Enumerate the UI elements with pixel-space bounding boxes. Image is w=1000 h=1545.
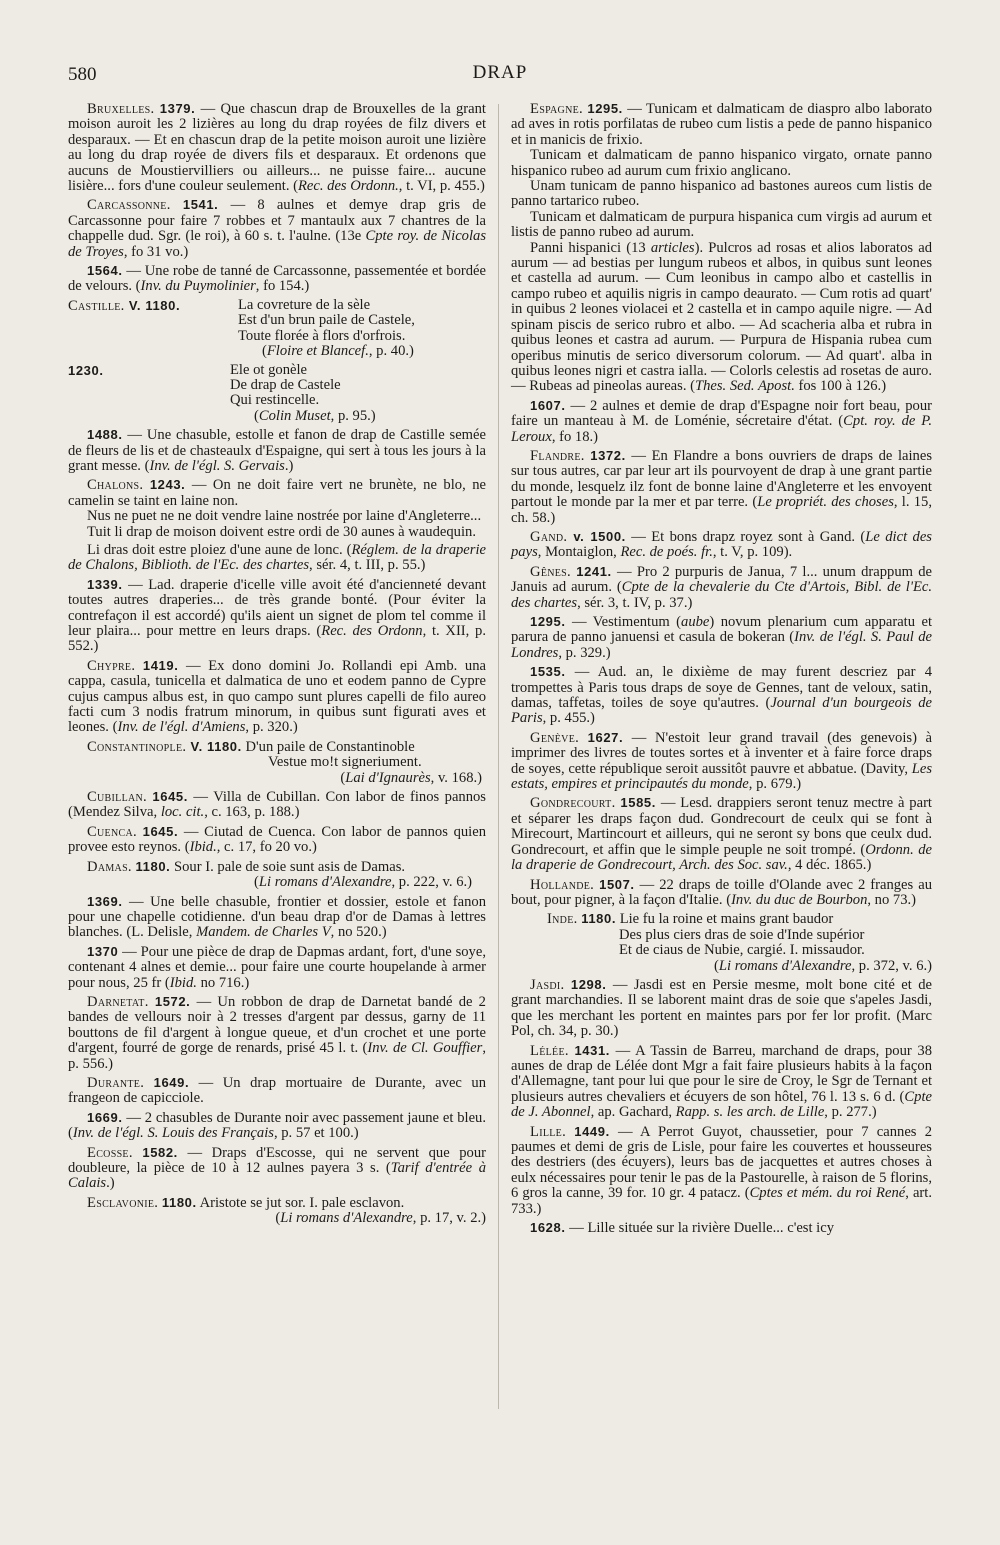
citation-ref: , p. 40.) xyxy=(368,343,414,360)
place-heading: Espagne. xyxy=(530,101,583,117)
verse-line: La covreture de la sèle xyxy=(238,296,371,313)
verse-line: Toute florée à flors d'orfrois. xyxy=(238,327,406,344)
entry-text-italic: aube xyxy=(681,614,710,630)
entry-year: 1180. xyxy=(135,858,171,874)
place-heading: Damas. xyxy=(87,858,132,875)
citation-ref: , c. 17, fo 20 vo.) xyxy=(216,839,317,856)
entry-year: 1669. xyxy=(87,1109,123,1125)
place-heading: Ecosse. xyxy=(87,1144,133,1161)
source-citation: loc. cit. xyxy=(160,804,205,821)
citation-ref: , no 73.) xyxy=(867,891,917,908)
entry-text-italic: articles xyxy=(650,239,695,256)
place-heading: Inde. xyxy=(547,911,578,928)
source-citation: Thes. Sed. Apost. xyxy=(694,378,795,395)
chalons-para-3: Tuit li drap de moison doivent estre ordi de 30 aunes à waudequin. xyxy=(87,523,476,540)
entry-chalons xyxy=(68,477,486,509)
running-head: DRAP xyxy=(472,62,528,83)
citation-ref: , sér. 4, t. III, p. 55.) xyxy=(309,557,426,574)
verse-line: Aristote se jut sor. I. pale esclavon. xyxy=(196,1194,405,1211)
entry-ecosse xyxy=(68,1145,486,1192)
entry-damas xyxy=(68,859,486,875)
entry-year: 1645. xyxy=(152,789,188,805)
verse-line: Sour I. pale de soie sunt asis de Damas. xyxy=(170,858,406,875)
verse-line: De drap de Castele xyxy=(230,376,341,393)
verse-lead xyxy=(68,363,230,425)
citation-ref: , t. V, p. 109). xyxy=(712,544,793,561)
citation-ref: , p. 556.) xyxy=(68,1040,486,1072)
entry-year: 1295. xyxy=(530,614,566,629)
citation-ref: , p. 455.) xyxy=(542,710,595,727)
citation-ref: , v. 168.) xyxy=(430,769,482,786)
entry-text: — 2 aulnes et demie de drap d'Espagne noir fort beau, pour faire un manteau à M. de Loménie, sécretaire d'état. ( xyxy=(511,397,932,430)
source-citation: Mandem. de Charles V xyxy=(196,924,331,941)
citation-ref: , 4 déc. 1865.) xyxy=(787,857,872,874)
entry-text: — 22 draps de toille d'Olande avec 2 franges au bout, pour pigner, à la façon d'Italie. ( xyxy=(511,876,932,908)
entry-1628 xyxy=(511,1220,932,1236)
citation-ref: , p. 679.) xyxy=(748,776,802,793)
citation-ref: , p. 320.) xyxy=(245,719,298,736)
entry-espagne xyxy=(511,101,932,148)
entry-text: — Que chascun drap de Brouxelles de la grant moison auroit les 2 lizières au long du drap royées de filz divers et desparaux. — Et en chascun drap de la petite moison auroit une lizière au long du drap royée de divers fils et desparaux. Et ordenons que aucuns de Moustiervilliers ou ailleurs... ne puisse faire... aucune lisière... fors d'une couleur seulement. ( xyxy=(68,101,486,195)
entry-year: 1241. xyxy=(576,563,612,579)
entry-text: ) novum plenarium cum apparatu et parura de panno januensi et casula de bokeran ( xyxy=(511,614,932,646)
entry-inde xyxy=(511,911,932,974)
citation-ref: , p. 57 et 100.) xyxy=(273,1125,359,1142)
source-citation: Ibid. xyxy=(169,974,197,991)
place-heading: Chypre. xyxy=(87,657,136,674)
verse-line: Vestue mo!t signeriument. xyxy=(268,754,422,771)
place-heading: Gênes. xyxy=(530,563,571,580)
entry-lille xyxy=(511,1124,932,1217)
place-heading: Gondrecourt. xyxy=(530,795,616,812)
entry-year: 1628. xyxy=(530,1220,566,1236)
entry-1370 xyxy=(68,944,486,991)
entry-1607 xyxy=(511,398,932,445)
entry-year: 1541. xyxy=(182,197,219,213)
verse-reference: (Li romans d'Alexandre, p. 222, v. 6.) xyxy=(254,874,472,891)
source-citation: Rapp. s. les arch. de Lille xyxy=(675,1104,825,1121)
entry-year: 1295. xyxy=(587,101,623,116)
entry-text: — Jasdi est en Persie mesme, molt bone cité et de grant marchandies. Il se laborent maint dras de soie que s'apeles Jasdi, que les merchant les portent en maintes pars por fer lor profit. (Marc Pol, ch. 34, p. 30.) xyxy=(511,976,932,1040)
source-citation: Inv. de l'égl. S. Louis des Français xyxy=(72,1125,274,1142)
entry-year: 1369. xyxy=(87,893,123,909)
entry-darnetat xyxy=(68,994,486,1072)
entry-1535 xyxy=(511,664,932,727)
entry-text: — Villa de Cubillan. Con labor de finos pannos (Mendez Silva, xyxy=(68,789,486,821)
source-citation: Inv. du duc de Bourbon xyxy=(731,891,868,908)
entry-genes xyxy=(511,564,932,611)
source-citation: Cptes et mém. du roi René xyxy=(749,1185,906,1202)
place-heading: Constantinople. xyxy=(87,738,187,755)
citation-ref: .) xyxy=(106,1175,115,1192)
entry-1669 xyxy=(68,1110,486,1142)
entry-year: 1419. xyxy=(142,657,179,673)
espagne-para-4: Tunicam et dalmaticam de purpura hispanica cum virgis ad aurum et listis de panno rubeo ad aurum. xyxy=(511,208,932,241)
entry-flandre xyxy=(511,448,932,526)
place-heading: Durante. xyxy=(87,1074,145,1091)
entry-year: 1645. xyxy=(142,823,179,839)
entry-text: — A Tassin de Barreu, marchand de draps, pour 38 aunes de drap de Lélée dont Mgr a fait faire plusieurs habits à la façon d'Allemagne, tant pour lui que pour le sire de Croy, le Sgr de Ternant et plusieurs autres chevaliers et écuyers de son hôtel, 76 l. 13 s. 6 d. ( xyxy=(511,1042,932,1105)
entry-text: — Lad. draperie d'icelle ville avoit été d'ancienneté devant toutes autres draperies... de très grande bonté. (Pour éviter la contrefaçon il est accordé) qu'ils aient un signet de plom tel comme il leur plaira... pour mettre en leurs draps. ( xyxy=(68,576,486,639)
entry-year: 1298. xyxy=(570,976,607,992)
entry-1564 xyxy=(68,263,486,295)
entry-year: 1582. xyxy=(142,1144,178,1160)
verse-line: Ele ot gonèle xyxy=(230,361,307,378)
citation-ref: , p. 329.) xyxy=(558,644,611,661)
source-citation: Inv. de l'égl. S. Gervais xyxy=(149,457,285,474)
entry-year: 1339. xyxy=(87,576,123,592)
entry-lelee xyxy=(511,1043,932,1121)
entry-text: — Pro 2 purpuris de Janua, 7 l... unum drappum de Januis ad aurum. ( xyxy=(511,563,932,596)
entry-year: 1627. xyxy=(587,729,624,745)
entry-year: V. 1180. xyxy=(124,297,181,313)
source-citation: Cpte de la chevalerie du Cte d'Artois, Bibl. de l'Ec. des chartes xyxy=(511,579,932,611)
source-citation: Inv. de l'égl. d'Amiens xyxy=(117,719,246,736)
source-citation: Ibid. xyxy=(189,839,217,856)
entry-1295 xyxy=(511,614,932,661)
entry-text: — Ex dono domini Jo. Rollandi epi Amb. una cappa, casula, tunicella et dalmatica de uno et eodem panno de Cypre cujus campus albus est, in quo campo sunt plures capelli de filo aureo facti cum 3 nodis fratrum minorum, in quibus sunt figurati aves et leones. ( xyxy=(68,657,486,736)
entry-gondrecourt xyxy=(511,795,932,873)
espagne-para-2: Tunicam et dalmaticam de panno hispanico virgato, ornate panno hispanico rubeo ad aurum cum frixio anglicano. xyxy=(511,147,932,179)
entry-year: 1535. xyxy=(530,664,566,680)
verse-reference: (Floire et Blancef., p. 40.) xyxy=(262,343,414,360)
entry-durante xyxy=(68,1075,486,1107)
page-number: 580 xyxy=(68,64,97,85)
verse-lines xyxy=(238,298,486,360)
citation-ref: , no 520.) xyxy=(330,924,387,941)
citation-ref: fos 100 à 126.) xyxy=(794,378,887,395)
source-citation: Les estats, empires et principautés du monde xyxy=(511,760,932,793)
source-citation: Rec. des Ordonn xyxy=(321,623,423,639)
source-citation: Li romans d'Alexandre xyxy=(718,957,852,974)
entry-text: Li dras doit estre ploiez d'une aune de lonc. ( xyxy=(87,541,352,558)
entry-text: — Tunicam et dalmaticam de diaspro albo laborato ad aves in rotis porfilatas de rubeo cum listis a pede de panno hispanico et in manicis de frixio. xyxy=(511,101,933,148)
citation-ref: , l. 15, ch. 58.) xyxy=(511,494,933,526)
place-heading: Lille. xyxy=(530,1123,567,1140)
entry-year: 1488. xyxy=(87,427,123,443)
entry-year: 1564. xyxy=(87,263,123,279)
verse-lead xyxy=(68,298,238,360)
entry-cubillan xyxy=(68,789,486,821)
source-citation: Floire et Blancef. xyxy=(266,343,369,360)
citation-ref: , p. 222, v. 6.) xyxy=(391,874,472,891)
chalons-para-2: Nus ne puet ne ne doit vendre laine nostrée por laine d'Angleterre... xyxy=(87,508,482,525)
citation-ref: .) xyxy=(284,457,294,474)
citation-ref: , sér. 3, t. IV, p. 37.) xyxy=(577,594,693,611)
source-citation: Colin Muset xyxy=(258,407,331,424)
entry-text: — Pour une pièce de drap de Dapmas ardant, fort, d'une soye, contenant 4 alnes et demie... pour faire une courte houpelande à armer pour nous, 25 fr ( xyxy=(68,943,486,991)
source-citation: Le dict des pays xyxy=(511,528,932,561)
source-citation: Rec. des Ordonn. xyxy=(297,178,399,195)
entry-year: v. 1500. xyxy=(567,528,626,544)
entry-year: 1507. xyxy=(599,876,635,892)
citation-ref: no 716.) xyxy=(196,974,250,991)
entry-hollande xyxy=(511,877,932,909)
entry-year: 1180. xyxy=(581,911,617,927)
entry-text: Panni hispanici (13 xyxy=(530,239,651,256)
entry-text: — 2 chasubles de Durante noir avec passement jaune et bleu. ( xyxy=(68,1109,486,1142)
place-heading: Flandre. xyxy=(530,447,585,464)
entry-geneve xyxy=(511,730,932,793)
citation-ref: , art. 733.) xyxy=(511,1185,932,1217)
verse-reference: (Li romans d'Alexandre, p. 372, v. 6.) xyxy=(714,957,932,974)
source-citation: Inv. de l'égl. S. Paul de Londres xyxy=(511,629,932,661)
entry-text: — N'estoit leur grand travail (des genevois) à imprimer des livres de toutes sortes et à inventer et à faire force draps de soyes, cette république seroit aussitôt pauvre et abbatue. (Davity, xyxy=(511,729,932,777)
citation-ref: , c. 163, p. 188.) xyxy=(204,804,300,821)
entry-castille xyxy=(68,298,486,360)
entry-jasdi xyxy=(511,977,932,1040)
citation-ref: , p. 277.) xyxy=(824,1104,877,1121)
source-citation: Li romans d'Alexandre xyxy=(258,874,392,891)
place-heading: Castille. xyxy=(68,297,125,314)
entry-text: — En Flandre a bons ouvriers de draps de laines sur tous autres, car par leur art ils pourvoyent de drap à une grant partie du monde, lesquelz ilz font de bonne laine d'Angleterre et les envoyent partout le monde par la mer et par terre. ( xyxy=(511,447,932,511)
citation-ref: , fo 31 vo.) xyxy=(123,243,189,260)
place-heading: Jasdi. xyxy=(530,976,565,993)
place-heading: Chalons. xyxy=(87,477,144,494)
entry-text: — Ciutad de Cuenca. Con labor de pannos quien provee esto reynos. ( xyxy=(68,823,486,856)
place-heading: Carcassonne. xyxy=(87,197,171,214)
place-heading: Cuenca. xyxy=(87,823,137,840)
entry-text: ). Pulcros ad rosas et alios laboratos ad aurum — ad bestias per lungum rubeos et albos, in quibus sunt leones et castella ad aurum. — Cum leonibus in campo albo et castellis in campo rubeo et aquilis nigris in campo deaurato. — Cum rotis ad quart' in quibus 2 leones violacei et 2 castella et in campo aquile nigre. — Ad spinam piscis de serico rubro et albo. — Ad scacheria alba et rubra in quibus leones et castra ad aurum. — Purpura de Hispania rubea cum operibus minutis de serico diversorum colorum. — Ad quart'. alba in quibus leones nigri et castra ialla. — Colorls celestis ad rosetas de auro. — Rubeas ad pineolas aureas. ( xyxy=(511,239,932,395)
citation-ref: , p. 95.) xyxy=(330,407,376,424)
entry-cuenca xyxy=(68,824,486,856)
place-heading: Lélée. xyxy=(530,1042,569,1059)
entry-1339 xyxy=(68,577,486,655)
entry-year: 1431. xyxy=(574,1042,611,1058)
entry-year: V. 1180. xyxy=(186,738,242,754)
entry-year: 1180. xyxy=(161,1194,197,1210)
citation-ref: , t. VI, p. 455.) xyxy=(398,178,485,195)
entry-text: — Aud. an, le dixième de may furent descriez par 4 trompettes à Paris tous draps de soye de Gennes, tant de veloux, satin, damas, taffetas, toiles de soye qu'autres. ( xyxy=(511,664,932,712)
entry-text: — Et bons drapz royez sont à Gand. ( xyxy=(625,528,866,545)
entry-text: — Lille située sur la rivière Duelle... c'est icy xyxy=(565,1220,835,1237)
verse-reference: (Li romans d'Alexandre, p. 17, v. 2.) xyxy=(275,1210,486,1227)
citation-ref: , p. 372, v. 6.) xyxy=(851,957,932,974)
entry-text: — Vestimentum ( xyxy=(565,614,682,630)
citation-ref: , fo 154.) xyxy=(255,278,310,295)
entry-year: 1372. xyxy=(590,447,626,463)
entry-year: 1649. xyxy=(153,1074,190,1090)
source-citation: Réglem. de la draperie de Chalons, Biblioth. de l'Ec. des chartes xyxy=(68,541,486,574)
entry-text: , Montaiglon, xyxy=(537,544,621,561)
entry-year: 1449. xyxy=(574,1123,610,1139)
entry-text: — Une belle chasuble, frontier et dossier, estole et fanon pour une chapelle cotidienne. d'un beau drap d'or de Damas à lettres blanches. (L. Delisle, xyxy=(68,893,486,941)
entry-gand xyxy=(511,529,932,561)
chalons-para-4 xyxy=(68,543,486,574)
entry-text: — Un robbon de drap de Darnetat bandé de 2 bandes de vellours noir à 2 tresses d'argent par dessus, garny de 11 bouttons de fil d'argent à longue queue, et d'un crochet et une porte d'argent, fourré de gorge de renards, prisé 45 l. t. ( xyxy=(68,993,486,1057)
citation-ref: , p. 17, v. 2.) xyxy=(412,1210,486,1227)
entry-text: — 8 aulnes et demye drap gris de Carcassonne pour faire 7 robbes et 7 mantaulx aux 7 chantres de la chappelle dud. Sgr. (le roi), à 60 s. t. l'aulne. (13e xyxy=(68,197,487,245)
entry-constantinople xyxy=(68,739,486,755)
source-citation: Cpte roy. de Nicolas de Troyes xyxy=(68,228,487,260)
verse-lines xyxy=(230,363,486,425)
source-citation: Inv. du Puymolinier xyxy=(140,278,256,295)
source-citation: Le propriét. des choses xyxy=(757,494,894,511)
entry-year: 1572. xyxy=(154,993,191,1009)
source-citation: Li romans d'Alexandre xyxy=(280,1210,413,1227)
place-heading: Darnetat. xyxy=(87,993,149,1010)
place-heading: Esclavonie. xyxy=(87,1194,159,1211)
verse-line: Est d'un brun paile de Castele, xyxy=(238,312,415,329)
source-citation: Cpt. roy. de P. Leroux xyxy=(511,413,932,445)
entry-text: — Une chasuble, estolle et fanon de drap de Castille semée de fleurs de lis et de chasteaulx d'Espaigne, qui sert à tous les jours à la grant messe. ( xyxy=(68,427,486,474)
verse-reference: (Lai d'Ignaurès, v. 168.) xyxy=(340,769,482,786)
entry-text: , ap. Gachard, xyxy=(590,1104,676,1121)
entry-text: — Draps d'Escosse, qui ne servent que pour doubleure, la pièce de 10 à 12 aulnes payera 3 s. ( xyxy=(68,1144,486,1176)
verse-line xyxy=(547,911,932,927)
verse-line: D'un paile de Constantinoble xyxy=(241,738,415,755)
source-citation: Inv. de Cl. Gouffier xyxy=(367,1040,483,1057)
verse-line: Des plus ciers dras de soie d'Inde supérior xyxy=(619,926,865,943)
entry-text: — Un drap mortuaire de Durante, avec un frangeon de capicciole. xyxy=(68,1074,486,1107)
verse-reference: (Colin Muset, p. 95.) xyxy=(254,407,376,424)
verse-line-text: Lie fu la roine et mains grant baudor xyxy=(616,911,834,928)
source-citation: Ordonn. de la draperie de Gondrecourt, Arch. des Soc. sav. xyxy=(511,841,933,874)
espagne-para-3: Unam tunicam de panno hispanico ad bastones aureos cum listis de panno tartarico rubeo. xyxy=(511,178,932,210)
place-heading: Genève. xyxy=(530,729,580,746)
entry-carcassonne xyxy=(68,197,486,260)
source-citation: Journal d'un bourgeois de Paris xyxy=(511,695,932,727)
entry-text: — Une robe de tanné de Carcassonne, passementée et bordée de velours. ( xyxy=(68,263,486,295)
entry-1488 xyxy=(68,427,486,474)
place-heading: Cubillan. xyxy=(87,789,147,806)
entry-text: — A Perrot Guyot, chaussetier, pour 7 cannes 2 paumes et demi de gris de Lisle, pour faire les couvertes et housseures des destriers (des écuyers), leurs bas de jacquettes et autres choses à eulx nécessaires pour tenir le pas de la Pastourelle, à raison de 5 florins, 6 gros la canne, 39 for. 10 gr. 4 patacz. ( xyxy=(511,1123,932,1202)
entry-year: 1607. xyxy=(530,397,566,413)
entry-text: — On ne doit faire vert ne brunète, ne blo, ne camelin se taint en laine non. xyxy=(68,477,486,509)
column-divider xyxy=(498,104,499,1409)
left-column xyxy=(68,101,486,1230)
citation-ref: , fo 18.) xyxy=(551,428,599,445)
entry-bruxelles xyxy=(68,101,486,194)
entry-year: 1243. xyxy=(149,477,186,493)
right-column xyxy=(511,101,932,1239)
entry-year: 1379. xyxy=(159,101,196,116)
entry-year: 1585. xyxy=(620,795,656,811)
place-heading: Bruxelles. xyxy=(87,101,155,117)
espagne-para-5 xyxy=(511,241,932,395)
citation-ref: , t. XII, p. 552.) xyxy=(68,623,486,655)
verse-line: Et de ciaus de Nubie, cargié. I. missaudor. xyxy=(619,942,865,959)
place-heading: Hollande. xyxy=(530,876,595,893)
source-citation: Lai d'Ignaurès xyxy=(345,769,431,786)
entry-year: 1370 xyxy=(87,943,119,959)
entry-esclavonie xyxy=(68,1195,486,1211)
source-citation: Tarif d'entrée à Calais xyxy=(68,1160,486,1192)
entry-text: — Lesd. drappiers seront tenuz mectre à part et séparer les draps façon dud. Gondrecourt de ceulx qui se font à Mirecourt, Martincourt et ailleurs, qui ne seront sy bons que ceulx dud. Gondrecourt, et affin que le simple peuple ne soit trompé. ( xyxy=(511,795,932,858)
verse-line: Qui restincelle. xyxy=(230,392,320,409)
source-citation: Rec. de poés. fr. xyxy=(620,544,713,561)
entry-1369 xyxy=(68,894,486,941)
source-citation: Cpte de J. Abonnel xyxy=(511,1088,932,1121)
entry-chypre xyxy=(68,658,486,736)
entry-year: 1230. xyxy=(68,362,104,378)
entry-1230 xyxy=(68,363,486,425)
place-heading: Gand. xyxy=(530,528,568,545)
